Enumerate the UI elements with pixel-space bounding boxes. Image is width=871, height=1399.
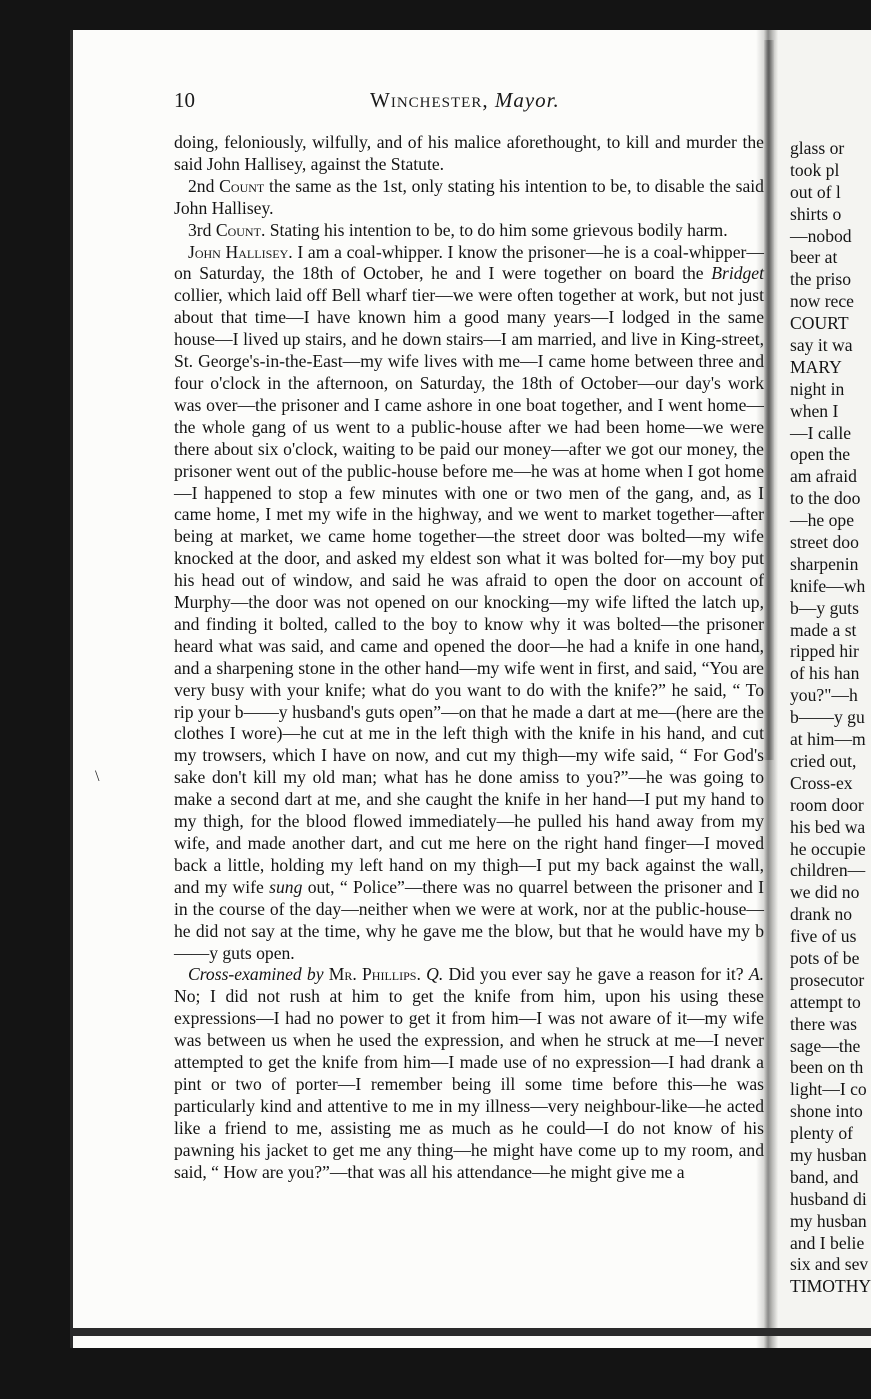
count-number: 3rd	[188, 219, 216, 240]
facing-page-line: Cross-ex	[790, 772, 853, 793]
facing-page-line: light—I co	[790, 1079, 867, 1100]
count-text: . Stating his intention to be, to do him some grievous bodily harm.	[260, 219, 728, 240]
facing-page-line: took pl	[790, 159, 840, 180]
count-number: 2nd	[188, 175, 220, 196]
facing-page-line: cried out,	[790, 750, 857, 771]
facing-page-text	[790, 138, 871, 1298]
running-head-name: Winchester	[370, 88, 483, 112]
gutter-shadow	[764, 40, 774, 760]
facing-page-line: shone into	[790, 1101, 863, 1122]
testimony-text: . I am a coal-whipper. I know the prisoner—he is a coal-whipper—on Saturday, the 18th of October, he and I were together on board the	[174, 241, 764, 284]
facing-page-line: out of l	[790, 181, 841, 202]
page-number: 10	[174, 88, 195, 112]
facing-page-line: street doo	[790, 532, 859, 553]
ship-name: Bridget	[711, 263, 764, 284]
counsel-name: Mr. Phillips	[323, 964, 417, 985]
count-text: the same as the 1st, only stating his intention to be, to disable the said John Hallisey.	[174, 175, 764, 218]
facing-page-line: pots of be	[790, 947, 860, 968]
facing-page-line: band, and	[790, 1166, 859, 1187]
facing-page-line: prosecutor	[790, 969, 865, 990]
facing-page-line: —I calle	[790, 422, 852, 443]
facing-page-line: of his han	[790, 663, 860, 684]
facing-page-line: —nobod	[790, 225, 852, 246]
question-marker: Q.	[426, 964, 444, 985]
facing-page-line: made a st	[790, 619, 857, 640]
testimony-text: out, “ Police”—there was no quarrel between the prisoner and I in the course of the day—neither when we were at work, nor at the public-house—he did not say at the time, why he gave me the blow, but that he would have my b——y guts open.	[174, 876, 764, 963]
facing-page-line: shirts o	[790, 203, 842, 224]
page-header	[174, 88, 750, 118]
paragraph-indictment-continued: doing, feloniously, wilfully, and of his malice aforethought, to kill and murder the said John Hallisey, against the Statute.	[174, 132, 764, 174]
facing-page-line: you?"—h	[790, 685, 858, 706]
facing-page-line: ripped hir	[790, 641, 859, 662]
facing-page-line: b——y gu	[790, 707, 865, 728]
facing-page-line: six and sev	[790, 1254, 869, 1275]
facing-page-line: knife—wh	[790, 575, 866, 596]
facing-page-line: when I	[790, 400, 839, 421]
facing-page-line: sage—the	[790, 1035, 861, 1056]
cross-examined-label: Cross-examined by	[188, 964, 324, 985]
paragraph-third-count	[174, 220, 764, 242]
facing-page-line: plenty of	[790, 1123, 854, 1144]
emphasis-word: sung	[269, 876, 303, 897]
running-head-separator: ,	[482, 88, 495, 112]
answer-marker: A.	[748, 964, 764, 985]
facing-page-line: now rece	[790, 291, 854, 312]
facing-page-line: to the doo	[790, 488, 861, 509]
facing-page-line: am afraid	[790, 466, 857, 487]
facing-page-line: MARY	[790, 356, 842, 377]
facing-page-line: there was	[790, 1013, 857, 1034]
facing-page-line: five of us	[790, 926, 857, 947]
facing-page-line: husband di	[790, 1188, 867, 1209]
facing-page-line: room door	[790, 794, 864, 815]
facing-page-line: say it wa	[790, 335, 853, 356]
facing-page-line: at him—m	[790, 729, 866, 750]
facing-page-line: —he ope	[790, 510, 855, 531]
facing-page-line: his bed wa	[790, 816, 866, 837]
facing-page-line: children—	[790, 860, 866, 881]
page-body	[174, 132, 764, 1184]
paragraph-testimony-hallisey	[174, 242, 764, 965]
running-head	[370, 88, 560, 113]
facing-page-line: my husban	[790, 1210, 867, 1231]
facing-page-line: he occupie	[790, 838, 866, 859]
facing-page-line: night in	[790, 378, 845, 399]
facing-page-line: and I belie	[790, 1232, 865, 1253]
facing-page-line: sharpenin	[790, 553, 859, 574]
facing-page-line: glass or	[790, 138, 845, 158]
running-head-title: Mayor.	[494, 88, 560, 112]
testimony-text: collier, which laid off Bell wharf tier—we were often together at work, but not just about that time—I have known him a good many years—I lodged in the same house—I lived up stairs, and he down stairs—I am married, and live in King-street, St. George's-in-the-East—my wife lives with me—I came home between three and four o'clock in the afternoon, on Saturday, the 18th of October—our day's work was over—the prisoner and I came ashore in one boat together, and I went home—the whole gang of us went to a public-house after we had been home—we were there about six o'clock, waiting to be paid our money—after we got our money, the prisoner went out of the public-house before me—he was at home when I got home—I happened to stop a few minutes with one or two men of the gang, and, as I came home, I met my wife in the highway, and we went to market together—after being at market, we came home together—the street door was bolted—my wife knocked at the door, and asked my eldest son what it was bolted for—my boy put his head out of window, and said he was afraid to open the door on account of Murphy—the door was not opened on our knocking—my wife lifted the latch up, and finding it bolted, called to the boy to know why it was bolted—the prisoner heard what was said, and came and opened the door—he had a knife in one hand, and a sharpening stone in the other hand—my wife went in first, and said, “You are very busy with your knife; what do you want to do with the knife?” he said, “ To rip your b——y husband's guts open”—on that he made a dart at me—(here are the clothes I wore)—he cut at me in the left thigh with the knife in his hand, and cut my trowsers, which I have on now, and cut my thigh—my wife said, “ For God's sake don't kill my old man; what has he done amiss to you?”—he was going to make a second dart at me, and she caught the knife in her hand—I put my hand to my thigh, for the blood flowed immediately—he pulled his hand away from my wife, and made another dart, and cut me here on the right hand finger—I moved back a little, holding my left hand on my thigh—I put my back against the wall, and my wife	[174, 285, 764, 897]
count-label: Count	[215, 219, 261, 240]
facing-page-line: been on th	[790, 1057, 864, 1078]
facing-page-line: b—y guts	[790, 597, 859, 618]
facing-page-line: open the	[790, 444, 851, 465]
answer-text: No; I did not rush at him to get the knife from him, upon his using these expressions—I had no power to get it from him—I was not aware of it—my wife was between us when he used the expression, and when he struck at me—I never attempted to get the knife from him—I made use of no expression—I had drank a pint or two of porter—I remember being ill some time before this—he was particularly kind and attentive to me in my illness—very neighbour-like—he acted like a friend to me, assisting me as much as he could—I do not know of his pawning his jacket to get me any thing—he might have come up to my room, and said, “ How are you?”—that was all his attendance—he might give me a	[174, 986, 764, 1182]
facing-page-line: my husban	[790, 1144, 867, 1165]
paragraph-cross-examination	[174, 964, 764, 1183]
paragraph-second-count	[174, 176, 764, 220]
facing-page-line: we did no	[790, 882, 860, 903]
facing-page-line: beer at	[790, 247, 838, 268]
facing-page-line: attempt to	[790, 991, 861, 1012]
facing-page-line: the priso	[790, 269, 852, 290]
facing-page-line: drank no	[790, 904, 853, 925]
speaker-name: John Hallisey	[188, 241, 289, 262]
punctuation: .	[416, 964, 427, 985]
facing-page-line: TIMOTHY	[790, 1276, 871, 1297]
page-bottom-edge	[70, 1328, 871, 1336]
question-text: Did you ever say he gave a reason for it?	[443, 964, 749, 985]
count-label: Count	[219, 175, 265, 196]
facing-page-line: COURT	[790, 313, 849, 334]
margin-mark: \	[95, 768, 100, 785]
